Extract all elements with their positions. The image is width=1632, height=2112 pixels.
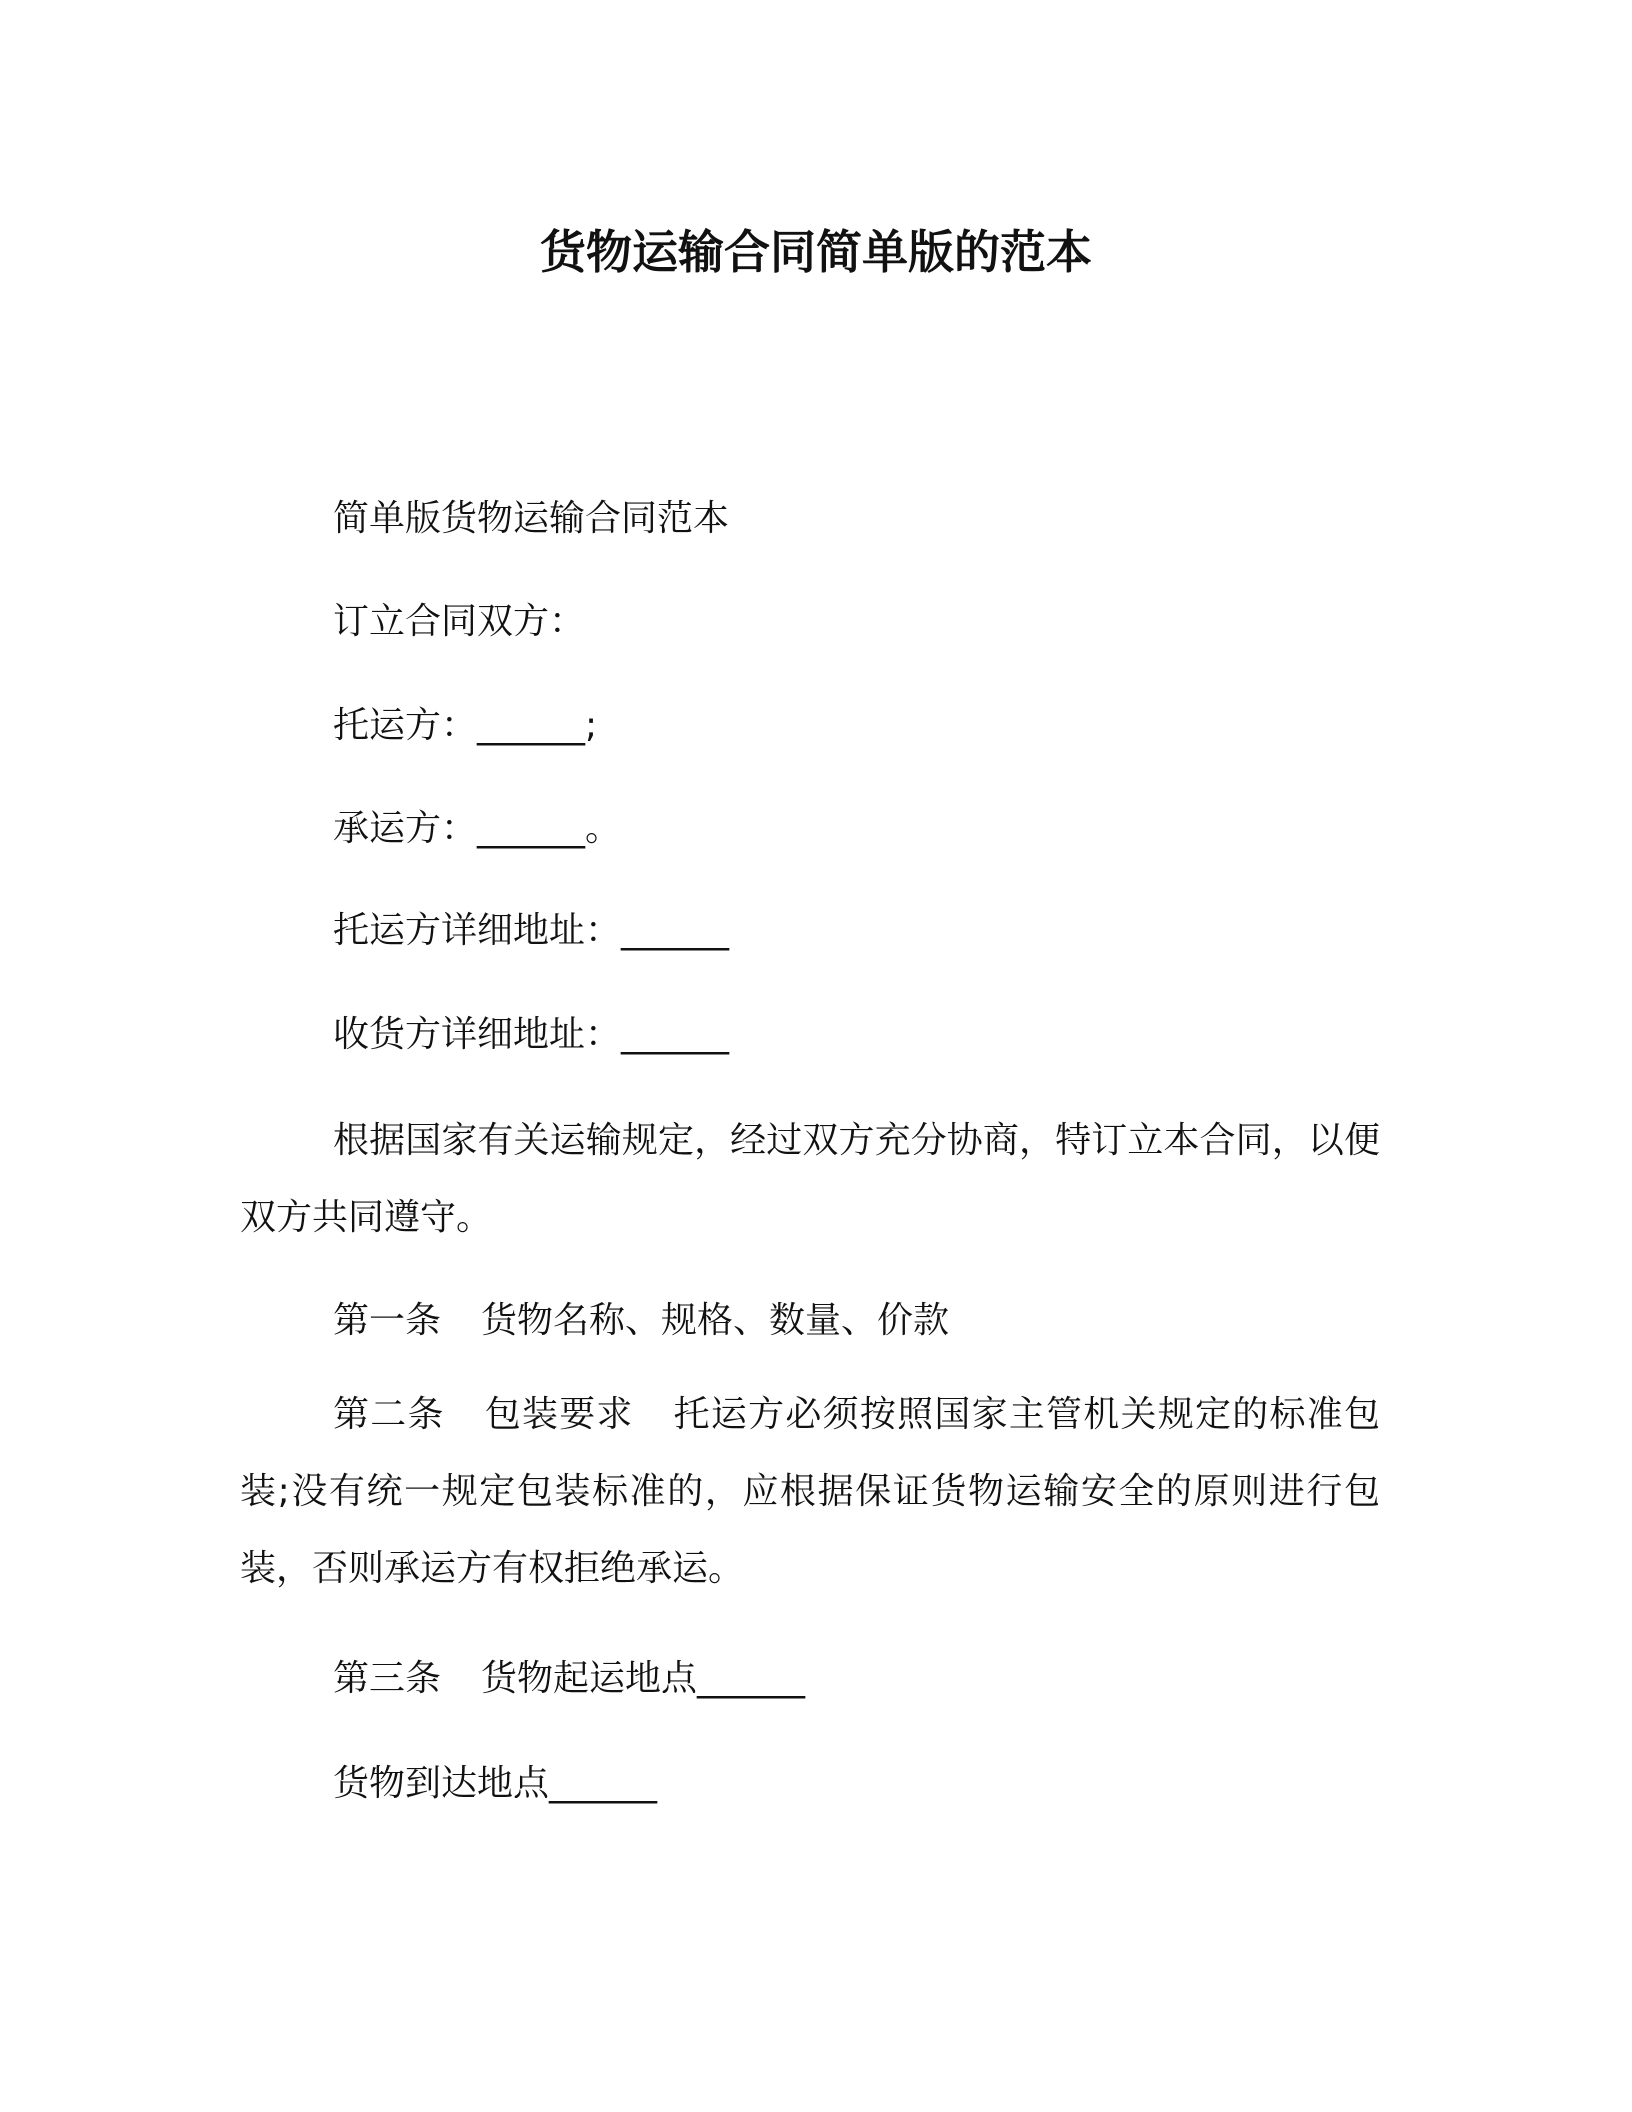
article-3-text: 货物起运地点______ — [481, 1658, 806, 1699]
carrier-field: 承运方：______。 — [333, 808, 622, 849]
article-1-text: 货物名称、规格、数量、价款 — [481, 1300, 950, 1341]
article-2 — [240, 1376, 1380, 1607]
article-1-label: 第一条 — [333, 1300, 442, 1341]
parties-heading: 订立合同双方： — [333, 601, 586, 642]
article-2-label: 第二条 — [333, 1394, 445, 1435]
preamble-paragraph: 根据国家有关运输规定，经过双方充分协商，特订立本合同，以便双方共同遵守。 — [240, 1120, 1380, 1238]
document-title: 货物运输合同简单版的范本 — [540, 225, 1092, 279]
article-3-label: 第三条 — [333, 1658, 442, 1699]
shipper-address-field: 托运方详细地址：______ — [333, 910, 730, 951]
article-3 — [333, 1655, 805, 1703]
article-1 — [333, 1297, 949, 1345]
shipper-field: 托运方：______; — [333, 705, 598, 746]
article-2-text: 托运方必须按照国家主管机关规定的标准包装;没有统一规定包装标准的，应根据保证货物运输安全的原则进行包装，否则承运方有权拒绝承运。 — [240, 1394, 1380, 1589]
article-2-heading: 包装要求 — [484, 1394, 634, 1435]
destination-field: 货物到达地点______ — [333, 1763, 658, 1804]
consignee-address-field: 收货方详细地址：______ — [333, 1014, 730, 1055]
document-subtitle: 简单版货物运输合同范本 — [333, 498, 730, 539]
